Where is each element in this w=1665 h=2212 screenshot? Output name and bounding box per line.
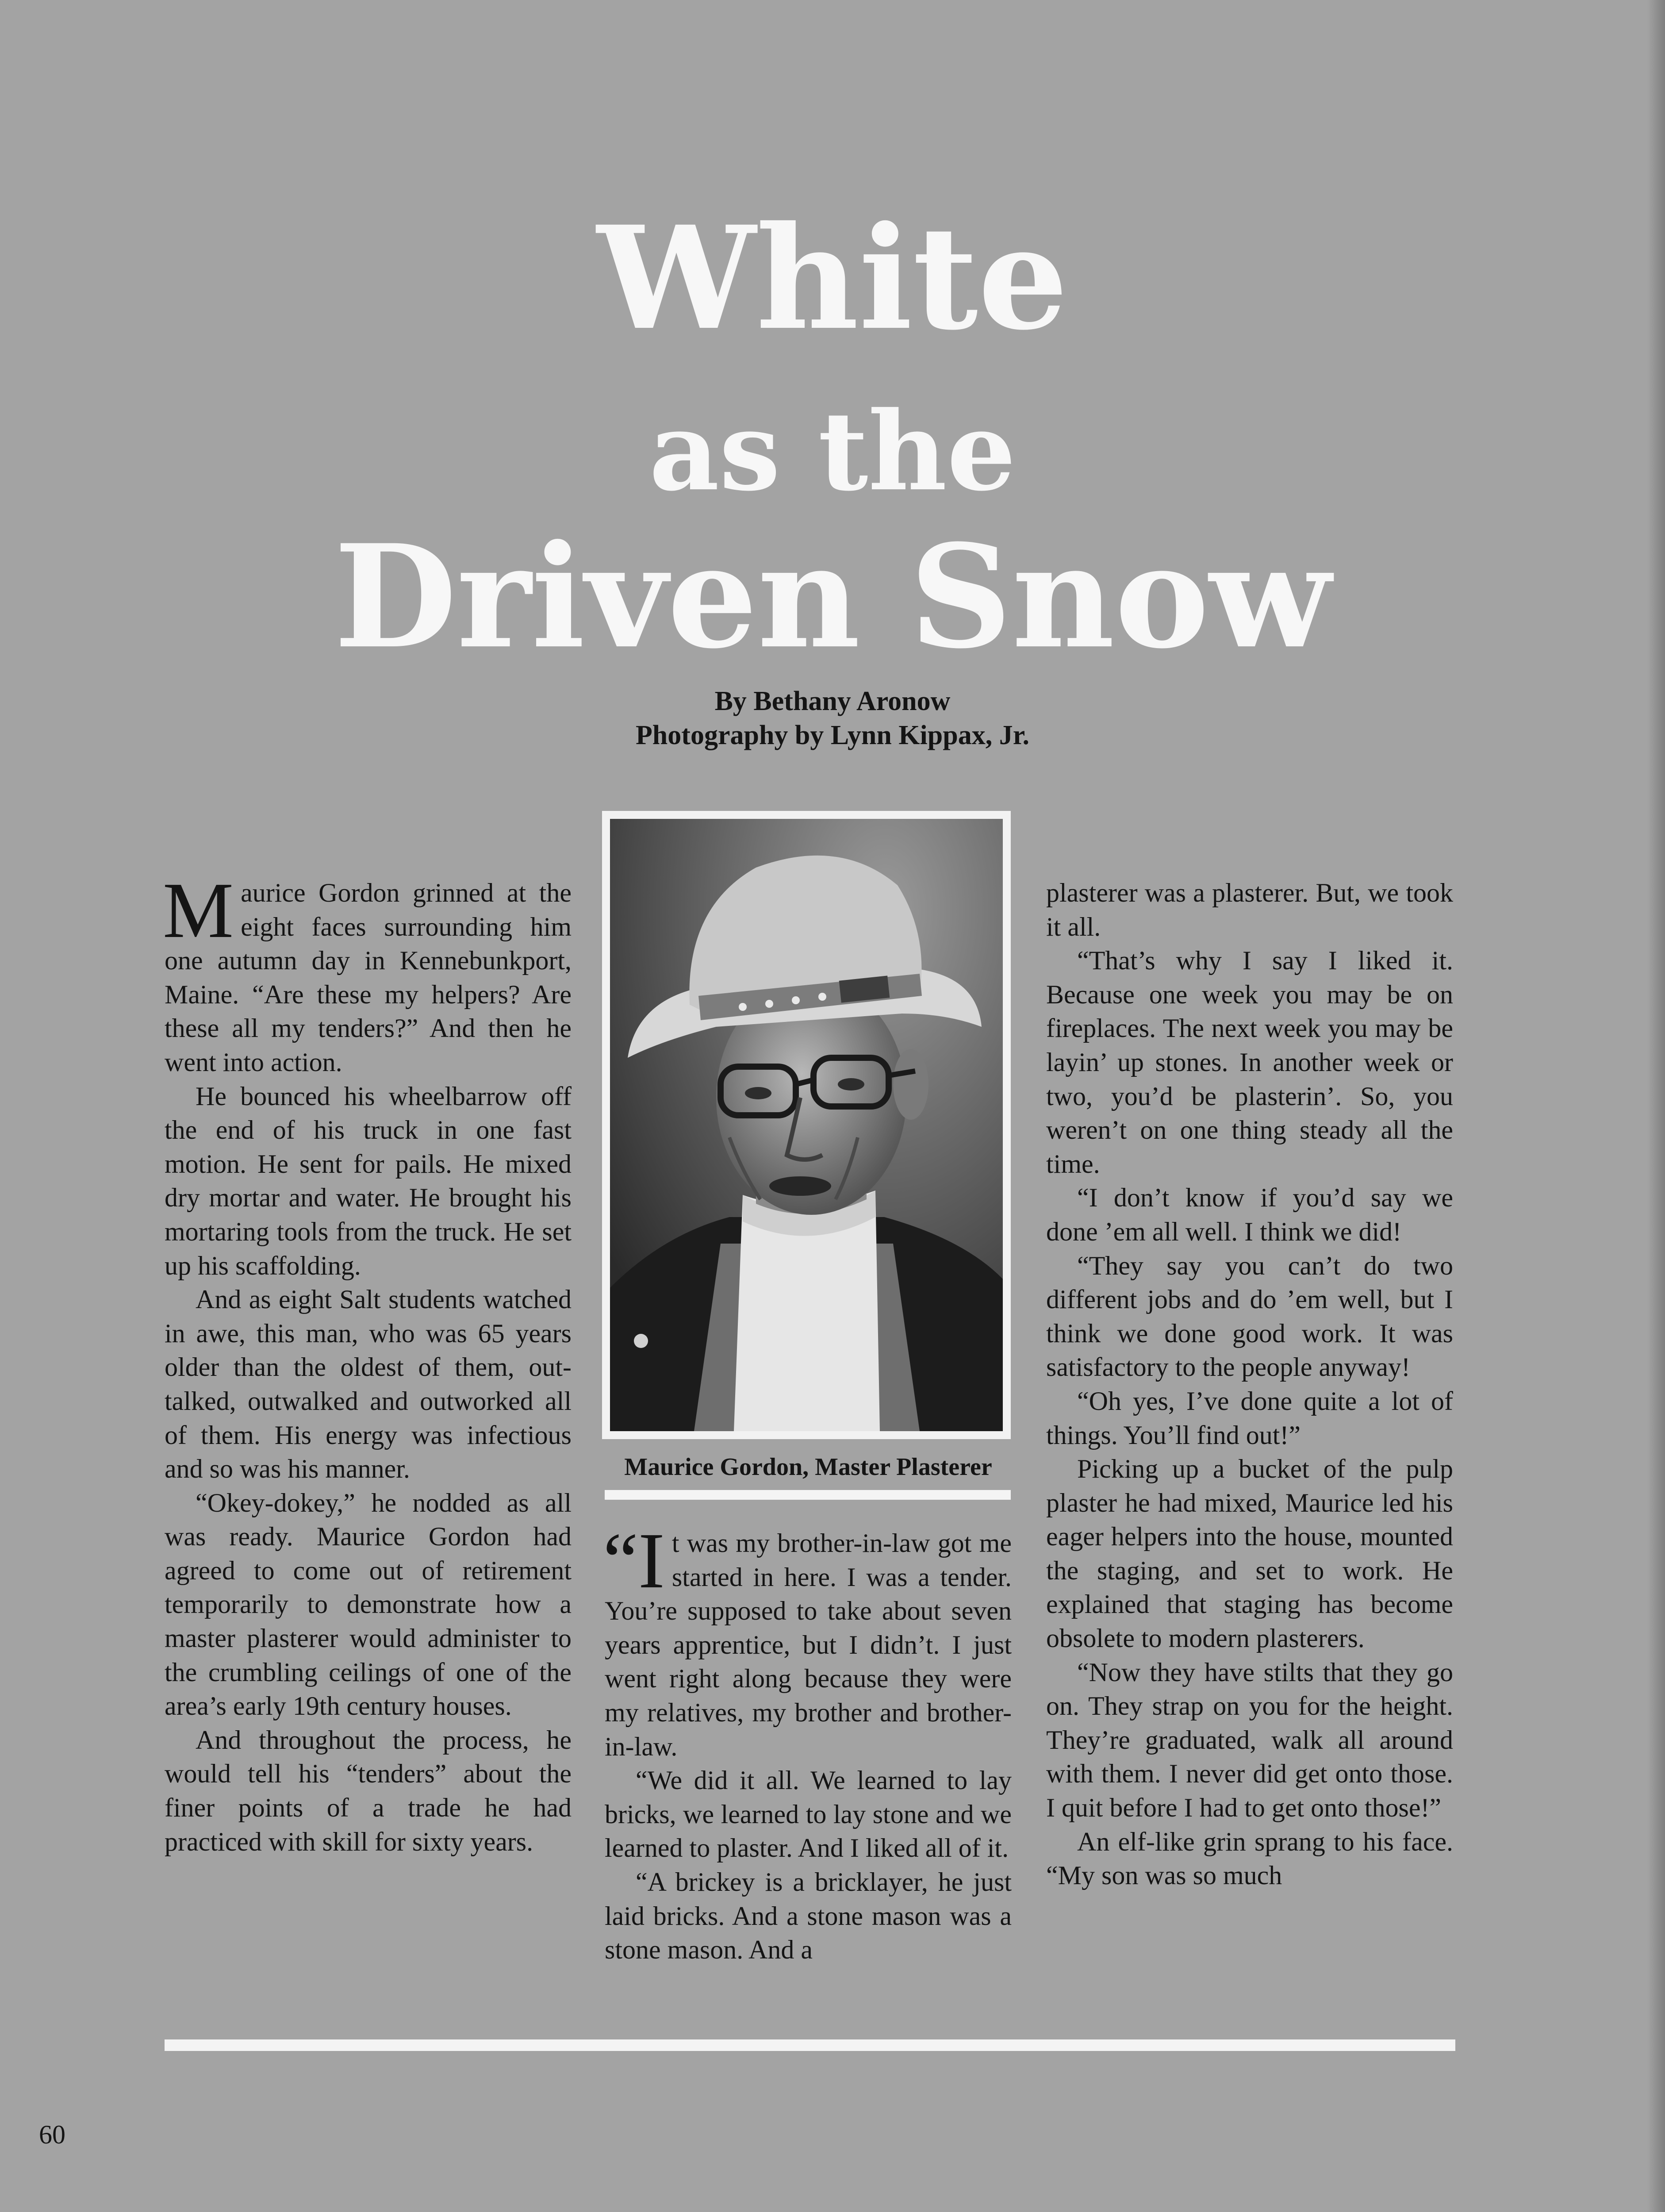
paragraph: “Okey-dokey,” he nodded as all was ready. Maurice Gordon had agreed to come out of retirement temporarily to demonstrate how a master plasterer would administer to the crumbling ceilings of one of the area’s early 19th century houses. bbox=[165, 1488, 572, 1721]
caption-divider bbox=[605, 1490, 1011, 1500]
paragraph: “A brickey is a bricklayer, he just laid bricks. And a stone mason was a stone mason. And a bbox=[605, 1867, 1012, 1965]
page-number: 60 bbox=[39, 2120, 65, 2149]
photo-caption: Maurice Gordon, Master Plasterer bbox=[624, 1453, 992, 1481]
photography-byline: Photography by Lynn Kippax, Jr. bbox=[635, 720, 1030, 750]
drop-cap: M bbox=[163, 866, 234, 954]
paragraph: “That’s why I say I liked it. Because one week you may be on fireplaces. The next week you may be layin’ up stones. In another week or two, you’d be plasterin’. So, you weren’t on one thing steady all the time. bbox=[1046, 946, 1453, 1179]
paragraph: He bounced his wheelbarrow off the end of his truck in one fast motion. He sent for pails. He mixed dry mortar and water. He brought his mortaring tools from the truck. He set up his scaffolding. bbox=[165, 1081, 572, 1280]
paragraph-text: aurice Gordon grinned at the eight faces surrounding him one autumn day in Kennebunkport, Maine. “Are these my helpers? Are these all my tenders?” And then he went into action. bbox=[165, 878, 572, 1077]
article-column-1 bbox=[163, 866, 572, 1859]
paragraph bbox=[163, 866, 572, 1079]
paragraph: Picking up a bucket of the pulp plaster he had mixed, Maurice led his eager helpers into the house, mounted the staging, and set to work. He explained that staging has become obsolete to modern plasterers. bbox=[1046, 1454, 1453, 1653]
paragraph: “Oh yes, I’ve done quite a lot of things. You’ll find out!” bbox=[1046, 1386, 1453, 1450]
title-line-3: Driven Snow bbox=[334, 514, 1331, 680]
author-byline: By Bethany Aronow bbox=[714, 686, 951, 716]
title-line-1: White bbox=[597, 196, 1068, 361]
paragraph: “Now they have stilts that they go on. They strap on you for the height. They’re graduated, walk all around with them. I never did get onto those. I quit before I had to get onto those!” bbox=[1046, 1657, 1453, 1823]
paragraph: And throughout the process, he would tell his “tenders” about the finer points of a trade he had practiced with skill for sixty years. bbox=[165, 1725, 572, 1856]
paragraph: “We did it all. We learned to lay bricks, we learned to lay stone and we learned to plaster. And I liked all of it. bbox=[605, 1766, 1012, 1863]
paragraph: plasterer was a plasterer. But, we took it all. bbox=[1046, 878, 1453, 941]
drop-cap: “I bbox=[603, 1517, 665, 1605]
article-column-2 bbox=[603, 1517, 1012, 1967]
title-line-2: as the bbox=[649, 388, 1016, 515]
paragraph: And as eight Salt students watched in awe, this man, who was 65 years older than the oldest of them, out-talked, outwalked and outworked all of them. His energy was infectious and so was his manner. bbox=[165, 1285, 572, 1484]
portrait-photo-frame bbox=[602, 811, 1011, 1439]
portrait-photo bbox=[610, 819, 1003, 1431]
bottom-divider bbox=[165, 2039, 1455, 2051]
paragraph: An elf-like grin sprang to his face. “My son was so much bbox=[1046, 1827, 1453, 1890]
paragraph: “I don’t know if you’d say we done ’em all well. I think we did! bbox=[1046, 1183, 1453, 1246]
article-column-3 bbox=[1046, 876, 1453, 1893]
paragraph: “They say you can’t do two different jobs and do ’em well, but I think we done good work. It was satisfactory to the people anyway! bbox=[1046, 1251, 1453, 1382]
paragraph-text: t was my brother-in-law got me started in here. I was a tender. You’re supposed to take about seven years apprentice, but I didn’t. I just went right along because they were my relatives, my brother and brother-in-law. bbox=[605, 1528, 1012, 1761]
paragraph bbox=[603, 1517, 1012, 1763]
